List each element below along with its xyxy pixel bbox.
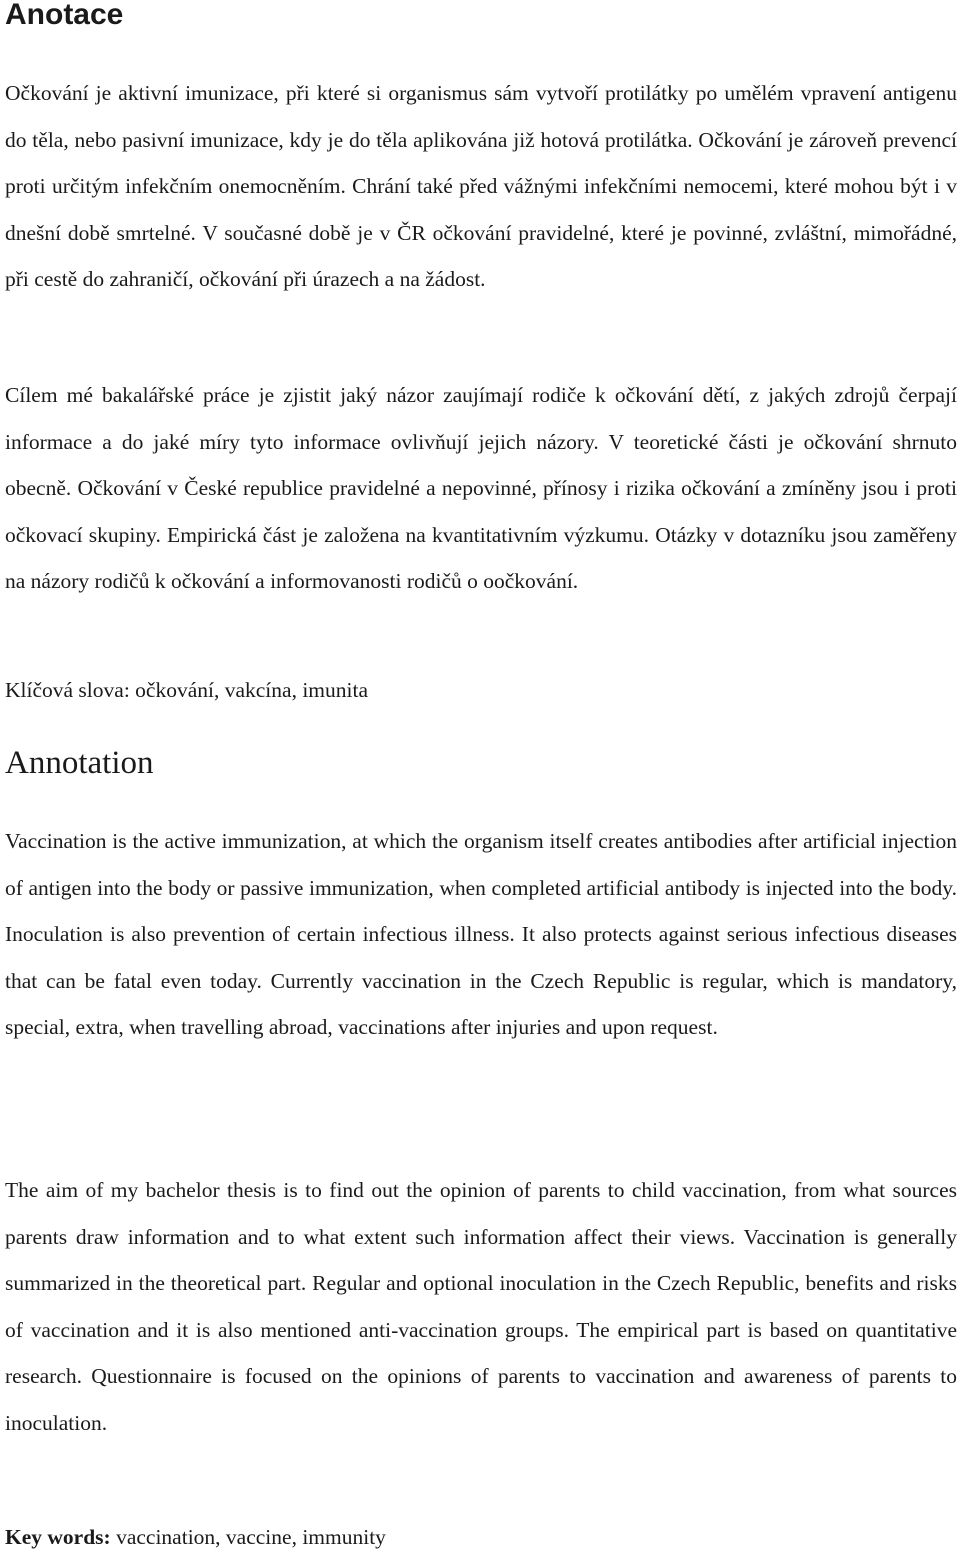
czech-paragraph-1: Očkování je aktivní imunizace, při které si organismus sám vytvoří protilátky po umělém vpravení antigenu do těla, nebo pasivní imunizace, kdy je do těla aplikována již hotová protilátka. Očkování je zároveň prevencí proti určitým infekčním onemocněním. Chrání také před vážnými infekčními nemocemi, které mohou být i v dnešní době smrtelné. V současné době je v ČR očkování pravidelné, které je povinné, zvláštní, mimořádné, při cestě do zahraničí, očkování při úrazech a na žádost.	[5, 81, 957, 291]
english-paragraph-2: The aim of my bachelor thesis is to find out the opinion of parents to child vaccination, from what sources parents draw information and to what extent such information affect their views. Vaccination is generally summarized in the theoretical part. Regular and optional inoculation in the Czech Republic, benefits and risks of vaccination and it is also mentioned anti-vaccination groups. The empirical part is based on quantitative research. Questionnaire is focused on the opinions of parents to vaccination and awareness of parents to inoculation.	[5, 1178, 957, 1435]
english-keywords-label: Key words:	[5, 1525, 111, 1549]
czech-keywords: Klíčová slova: očkování, vakcína, imunita	[5, 678, 369, 702]
english-paragraph-1: Vaccination is the active immunization, at which the organism itself creates antibodies after artificial injection of antigen into the body or passive immunization, when completed artificial antibody is injected into the body. Inoculation is also prevention of certain infectious illness. It also protects against serious infectious diseases that can be fatal even today. Currently vaccination in the Czech Republic is regular, which is mandatory, special, extra, when travelling abroad, vaccinations after injuries and upon request.	[5, 829, 957, 1039]
czech-paragraph-2: Cílem mé bakalářské práce je zjistit jaký názor zaujímají rodiče k očkování dětí, z jakých zdrojů čerpají informace a do jaké míry tyto informace ovlivňují jejich názory. V teoretické části je očkování shrnuto obecně. Očkování v České republice pravidelné a nepovinné, přínosy i rizika očkování a zmíněny jsou i proti očkovací skupiny. Empirická část je založena na kvantitativním výzkumu. Otázky v dotazníku jsou zaměřeny na názory rodičů k očkování a informovanosti rodičů o oočkování.	[5, 383, 957, 593]
english-keywords-value: vaccination, vaccine, immunity	[116, 1525, 386, 1549]
czech-heading: Anotace	[5, 0, 124, 31]
english-keywords	[5, 1514, 386, 1560]
english-heading: Annotation	[5, 745, 154, 781]
